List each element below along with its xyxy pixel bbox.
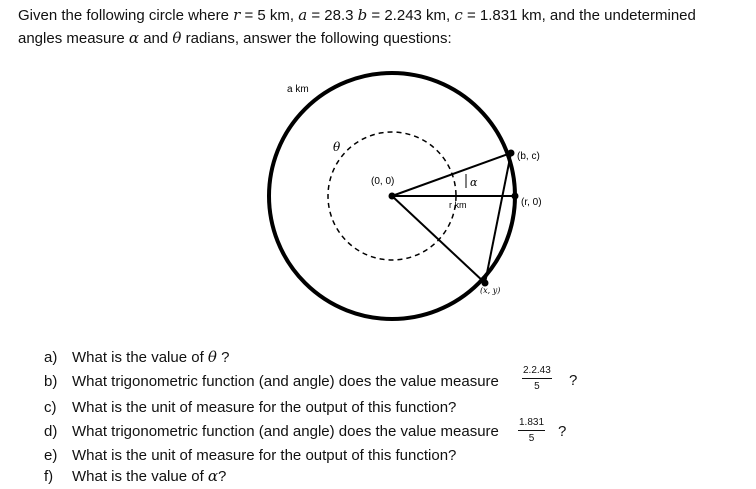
- question-text: What trigonometric function (and angle) does the value measure: [72, 423, 499, 440]
- question-f: [44, 466, 226, 487]
- intro-text: Given the following circle where: [18, 7, 234, 24]
- origin-point: [389, 193, 396, 200]
- fraction-numerator: 2.2.43: [522, 365, 552, 379]
- question-e: [44, 446, 456, 466]
- intro-eq-b: = 2.243 km,: [367, 7, 455, 24]
- question-text: What is the unit of measure for the output of this function?: [72, 399, 457, 416]
- question-symbol: α: [207, 467, 219, 485]
- question-label: d): [44, 423, 58, 440]
- intro-eq-a: = 28.3: [307, 7, 358, 24]
- question-label: c): [44, 399, 57, 416]
- question-mark-b: ?: [569, 372, 578, 389]
- question-label: b): [44, 373, 58, 390]
- question-text: What is the unit of measure for the output of this function?: [72, 447, 457, 464]
- point-r0: [512, 193, 519, 200]
- label-alpha: α: [470, 176, 478, 189]
- label-origin: (0, 0): [371, 176, 395, 187]
- label-xy: (x, y): [480, 286, 501, 295]
- question-b: [44, 372, 499, 392]
- intro-text-3: radians, answer the following questions:: [181, 30, 452, 47]
- question-label: e): [44, 447, 58, 464]
- question-text: What trigonometric function (and angle) does the value measure: [72, 373, 499, 390]
- chord-line: [485, 153, 511, 283]
- fraction-b: [522, 365, 552, 392]
- question-mark-d: ?: [558, 423, 567, 440]
- question-label: f): [44, 468, 54, 485]
- radius-to-bc: [392, 153, 511, 196]
- intro-text-2: angles measure: [18, 30, 129, 47]
- label-r-km: r km: [449, 200, 467, 210]
- var-c: c: [454, 6, 463, 24]
- var-r: r: [233, 6, 241, 24]
- label-r0: (r, 0): [521, 197, 542, 208]
- intro-and: and: [139, 30, 173, 47]
- label-bc: (b, c): [517, 151, 540, 162]
- question-tail: ?: [218, 468, 227, 485]
- question-c: [44, 398, 456, 418]
- fraction-d: [518, 417, 545, 444]
- var-alpha: α: [128, 29, 140, 47]
- intro-eq-r: = 5 km,: [240, 7, 299, 24]
- fraction-denominator: 5: [528, 433, 535, 444]
- question-text: What is the value of: [72, 349, 208, 366]
- label-theta: θ: [333, 140, 341, 154]
- question-symbol: θ: [207, 348, 217, 366]
- question-a: [44, 347, 229, 368]
- point-bc: [508, 150, 515, 157]
- fraction-denominator: 5: [534, 381, 540, 392]
- question-d: [44, 422, 499, 442]
- fraction-numerator: 1.831: [518, 417, 545, 431]
- label-a-km: a km: [287, 84, 309, 95]
- var-theta: θ: [172, 29, 182, 47]
- question-tail: ?: [216, 349, 230, 366]
- question-text: What is the value of: [72, 468, 208, 485]
- intro-eq-c: = 1.831 km, and the undetermined: [462, 7, 696, 24]
- var-b: b: [357, 6, 368, 24]
- radius-to-xy: [392, 196, 485, 283]
- question-label: a): [44, 349, 58, 366]
- var-a: a: [298, 6, 308, 24]
